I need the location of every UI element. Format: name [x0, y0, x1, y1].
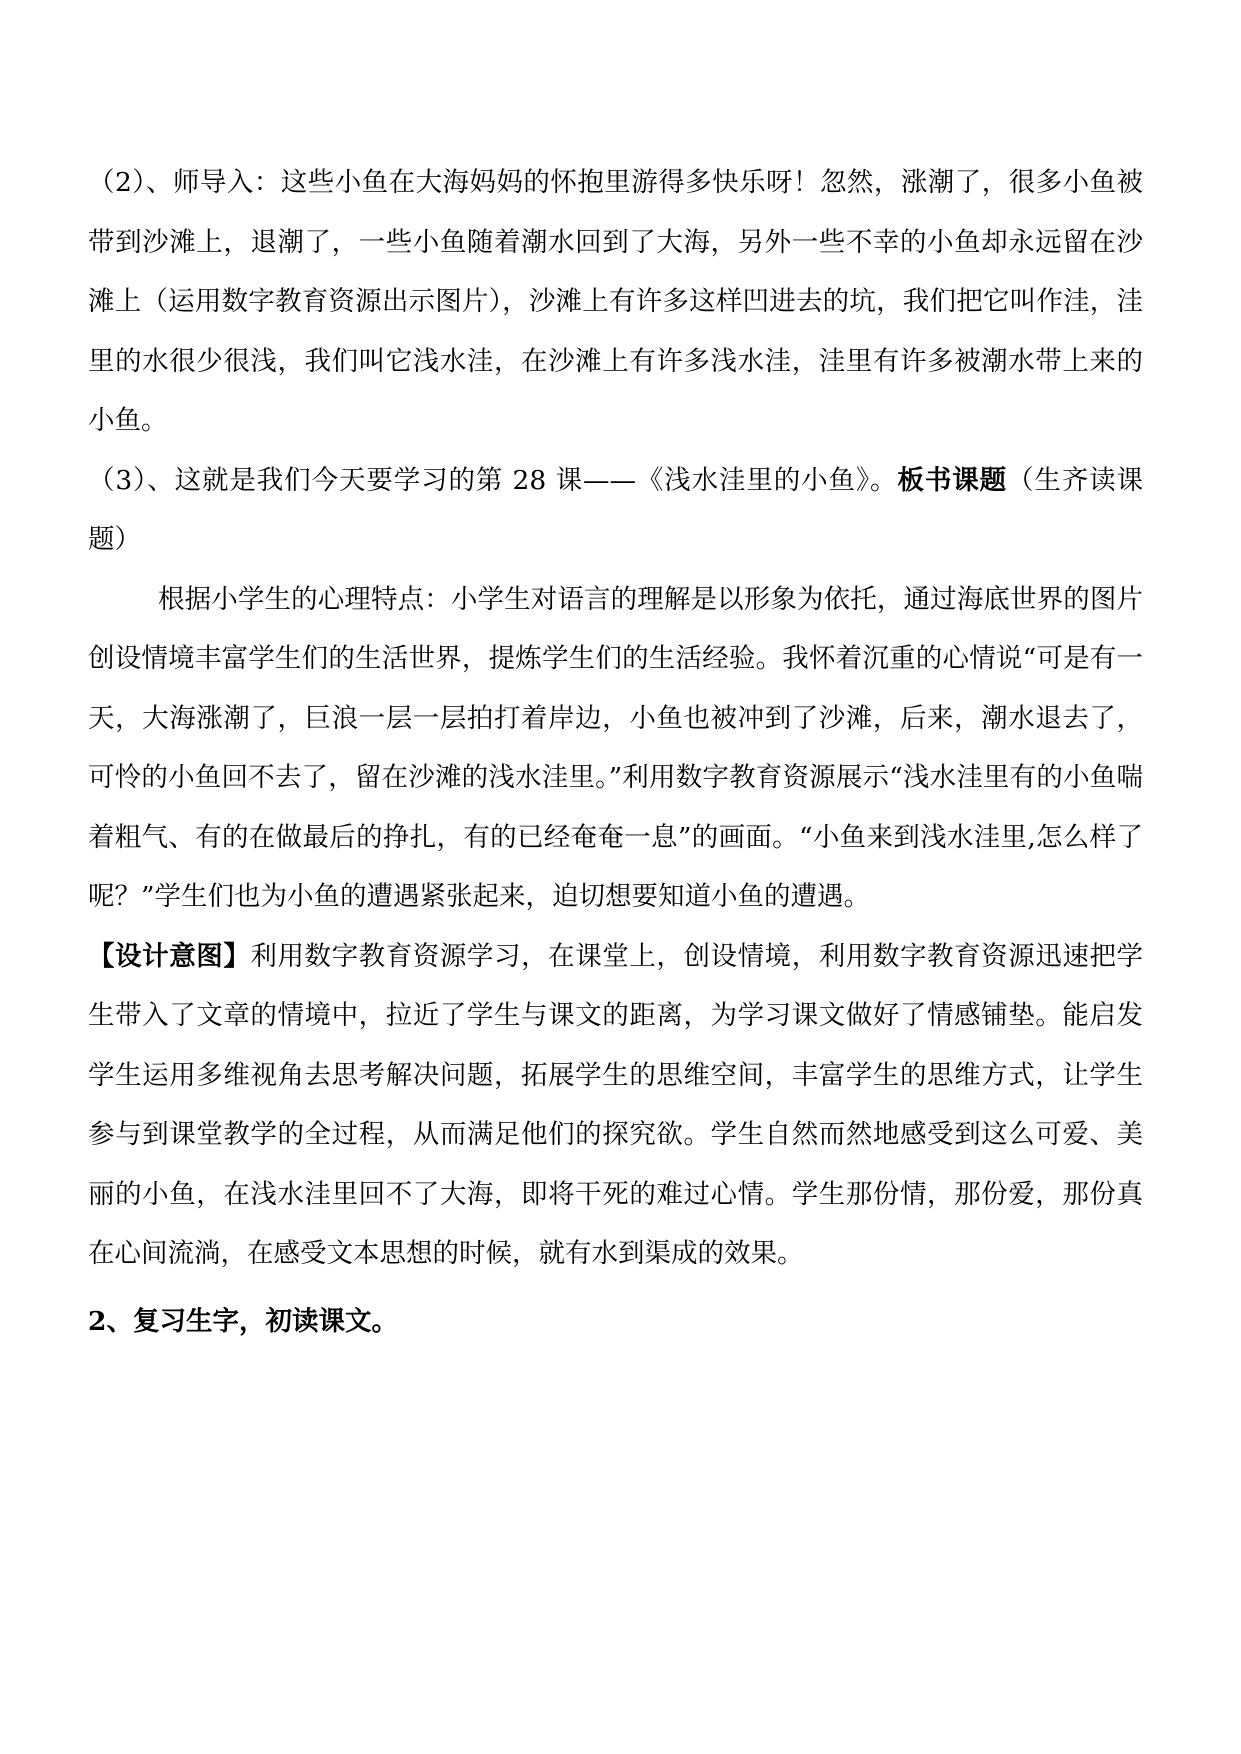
paragraph-lesson-title	[88, 451, 1143, 570]
lesson-title-text: （3）、这就是我们今天要学习的第 28 课——《浅水洼里的小鱼》。	[88, 464, 898, 496]
design-intent-label: 【设计意图】	[88, 940, 251, 972]
section-heading-review: 2、复习生字，初读课文。	[88, 1305, 398, 1337]
paragraph-analysis: 根据小学生的心理特点：小学生对语言的理解是以形象为依托，通过海底世界的图片创设情境丰富学生们的生活世界，提炼学生们的生活经验。我怀着沉重的心情说“可是有一天，大海涨潮了，巨浪一层一层拍打着岸边，小鱼也被冲到了沙滩，后来，潮水退去了，可怜的小鱼回不去了，留在沙滩的浅水洼里。”利用数字教育资源展示“浅水洼里有的小鱼喘着粗气、有的在做最后的挣扎，有的已经奄奄一息”的画面。“小鱼来到浅水洼里,怎么样了呢？”学生们也为小鱼的遭遇紧张起来，迫切想要知道小鱼的遭遇。	[88, 583, 1143, 912]
paragraph-teacher-intro: （2）、师导入：这些小鱼在大海妈妈的怀抱里游得多快乐呀！忽然，涨潮了，很多小鱼被带到沙滩上，退潮了，一些小鱼随着潮水回到了大海，另外一些不幸的小鱼却永远留在沙滩上（运用数字教育资源出示图片），沙滩上有许多这样凹进去的坑，我们把它叫作洼，洼里的水很少很浅，我们叫它浅水洼，在沙滩上有许多浅水洼，洼里有许多被潮水带上来的小鱼。	[88, 167, 1143, 436]
board-title-label: 板书课题	[897, 464, 1007, 496]
design-intent-text: 利用数字教育资源学习，在课堂上，创设情境，利用数字教育资源迅速把学生带入了文章的情境中，拉近了学生与课文的距离，为学习课文做好了情感铺垫。能启发学生运用多维视角去思考解决问题，拓展学生的思维空间，丰富学生的思维方式，让学生参与到课堂教学的全过程，从而满足他们的探究欲。学生自然而然地感受到这么可爱、美丽的小鱼，在浅水洼里回不了大海，即将干死的难过心情。学生那份情，那份爱，那份真在心间流淌，在感受文本思想的时候，就有水到渠成的效果。	[88, 940, 1144, 1269]
paragraph-design-intent	[88, 927, 1143, 1284]
lesson-title-note: （生齐读课题）	[88, 464, 1144, 555]
document-body	[88, 153, 1143, 1351]
